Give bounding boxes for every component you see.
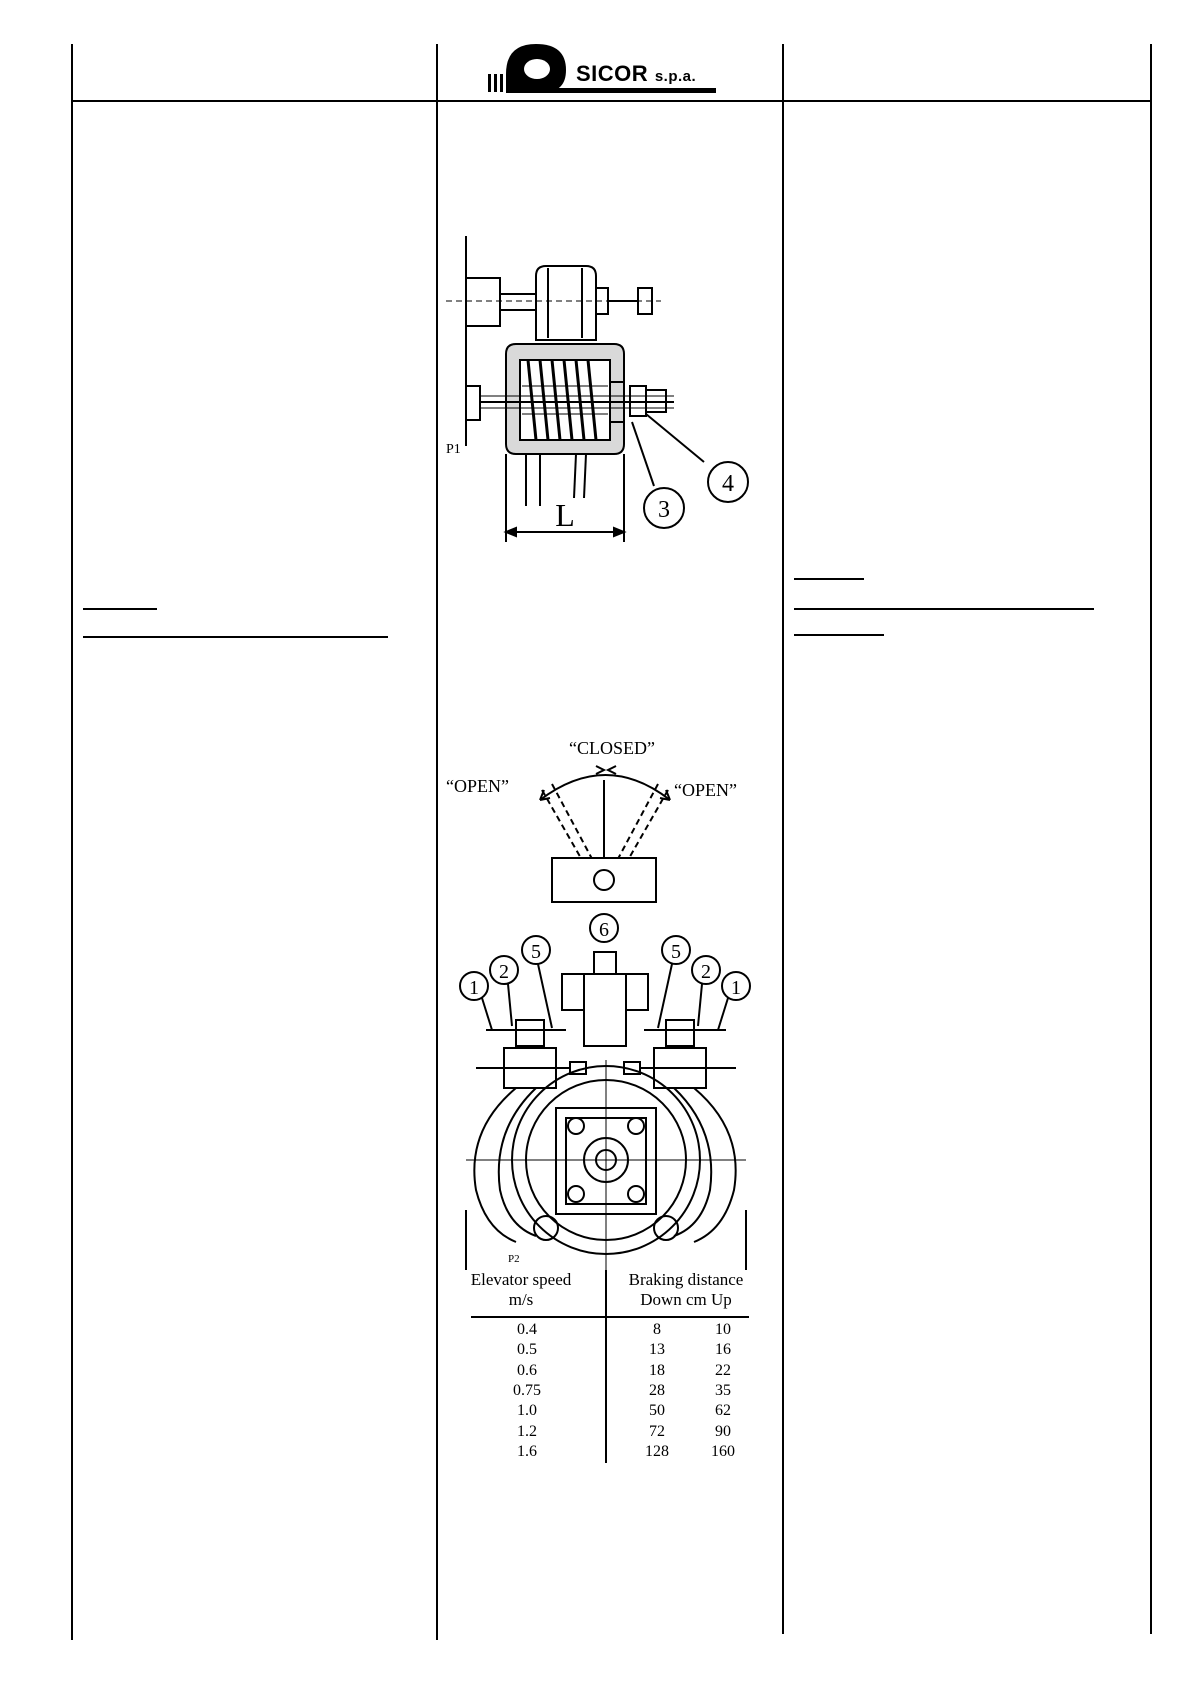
callout-6: 6 bbox=[599, 919, 609, 941]
table-cell-speed: 0.75 bbox=[513, 1381, 541, 1399]
right-column-mid-rule bbox=[794, 634, 884, 636]
label-open-right: “OPEN” bbox=[674, 780, 737, 800]
table-header-rule bbox=[471, 1316, 749, 1318]
col1-header-line1: Elevator speed bbox=[470, 1270, 572, 1289]
table-cell-up: 22 bbox=[715, 1361, 731, 1379]
label-open-left: “OPEN” bbox=[446, 776, 509, 796]
table-column-divider bbox=[605, 1270, 607, 1463]
label-closed: “CLOSED” bbox=[569, 738, 655, 758]
column-border-middle-left bbox=[436, 44, 438, 1640]
callout-4: 4 bbox=[722, 471, 734, 497]
table-cell-down: 8 bbox=[653, 1321, 661, 1338]
label-p1: P1 bbox=[446, 442, 461, 457]
table-cell-speed: 1.6 bbox=[517, 1442, 537, 1460]
table-cell-up: 160 bbox=[711, 1442, 735, 1460]
column-border-right bbox=[1150, 44, 1152, 1634]
callout-5-right: 5 bbox=[671, 941, 681, 963]
table-cell-down: 18 bbox=[649, 1361, 665, 1379]
callout-2-right: 2 bbox=[701, 961, 711, 983]
table-cell-up: 35 bbox=[715, 1381, 731, 1399]
right-column-long-rule bbox=[794, 608, 1094, 610]
callout-3: 3 bbox=[658, 497, 670, 523]
right-column-short-rule bbox=[794, 578, 864, 580]
dimension-l: L bbox=[555, 497, 575, 533]
logo-text: SICOR bbox=[576, 61, 649, 86]
brake-spring-diagram bbox=[446, 236, 776, 558]
column-border-middle-right bbox=[782, 44, 784, 1634]
col2-header-line2: Down cm Up bbox=[640, 1290, 732, 1309]
table-cell-speed: 0.5 bbox=[517, 1341, 537, 1359]
logo-suffix: s.p.a. bbox=[654, 68, 697, 85]
callout-1-right: 1 bbox=[731, 977, 741, 999]
col1-header-line2: m/s bbox=[508, 1290, 534, 1309]
table-cell-up: 16 bbox=[715, 1341, 731, 1359]
table-cell-down: 72 bbox=[649, 1422, 665, 1440]
callout-5-left: 5 bbox=[531, 941, 541, 963]
table-cell-down: 28 bbox=[649, 1381, 665, 1399]
callout-2-left: 2 bbox=[499, 961, 509, 983]
table-cell-speed: 1.2 bbox=[517, 1422, 537, 1440]
table-cell-up: 62 bbox=[715, 1402, 731, 1420]
table-cell-down: 50 bbox=[649, 1402, 665, 1420]
column-border-left bbox=[71, 44, 73, 1640]
brake-assembly-diagram bbox=[446, 730, 776, 1270]
callout-1-left: 1 bbox=[469, 977, 479, 999]
label-p2: P2 bbox=[508, 1253, 520, 1265]
left-column-short-rule bbox=[83, 608, 157, 610]
table-cell-speed: 1.0 bbox=[517, 1402, 537, 1420]
table-cell-down: 13 bbox=[649, 1341, 665, 1359]
table-cell-down: 128 bbox=[645, 1442, 669, 1460]
table-cell-speed: 0.4 bbox=[517, 1321, 537, 1338]
left-column-long-rule bbox=[83, 636, 388, 638]
table-cell-speed: 0.6 bbox=[517, 1361, 537, 1379]
table-cell-up: 10 bbox=[715, 1321, 731, 1338]
table-cell-up: 90 bbox=[715, 1422, 731, 1440]
col2-header-line1: Braking distance bbox=[628, 1270, 744, 1289]
header-rule bbox=[71, 100, 1151, 102]
